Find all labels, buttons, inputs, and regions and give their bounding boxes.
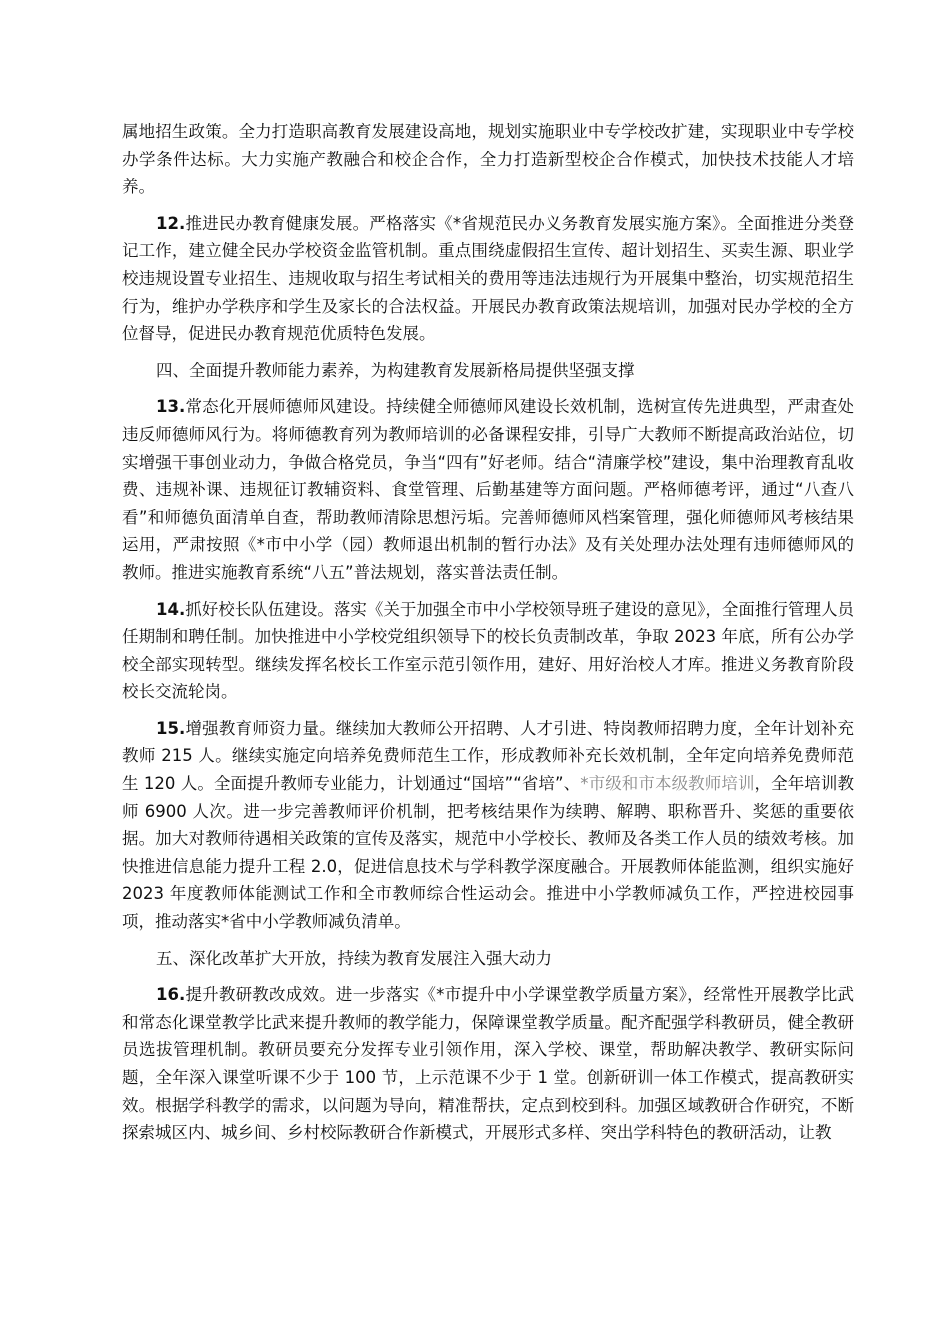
item-number: 16. [156,985,186,1005]
paragraph-item-13 [122,393,854,586]
item-number: 14. [156,599,186,619]
item-text: 推进民办教育健康发展。严格落实《*省规范民办义务教育发展实施方案》。全面推进分类登记工作，建立健全民办学校资金监管机制。重点围绕虚假招生宣传、超计划招生、买卖生源、职业学校违规设置专业招生、违规收取与招生考试相关的费用等违法违规行为开展集中整治，切实规范招生行为，维护办学秩序和学生及家长的合法权益。开展民办教育政策法规培训，加强对民办学校的全方位督导，促进民办教育规范优质特色发展。 [122,213,854,344]
item-number: 13. [156,397,186,417]
item-number: 15. [156,718,186,738]
paragraph-item-14 [122,596,854,706]
section-heading-5: 五、深化改革扩大开放，持续为教育发展注入强大动力 [156,948,552,968]
paragraph-item-12 [122,210,854,348]
item-text: ，全年培训教师 6900 人次。进一步完善教师评价机制，把考核结果作为续聘、解聘、职称晋升、奖惩的重要依据。加大对教师待遇相关政策的宣传及落实，规范中小学校长、教师及各类工作人员的绩效考核。加快推进信息能力提升工程 2.0，促进信息技术与学科教学深度融合。开展教师体能监测，组织实施好 2023 年度教师体能测试工作和全市教师综合性运动会。推进中小学教师减负工作，严控进校园事项，推动落实*省中小学教师减负清单。 [122,774,854,932]
item-text: 增强教育师资力量。继续加大教师公开招聘、人才引进、特岗教师招聘力度，全年计划补充教师 215 人。继续实施定向培养免费师范生工作，形成教师补充长效机制，全年定向培养免费师范生 120 人。全面提升教师专业能力，计划通过“国培”“省培”、 [122,718,854,794]
item-text: 抓好校长队伍建设。落实《关于加强全市中小学校领导班子建设的意见》，全面推行管理人员任期制和聘任制。加快推进中小学校党组织领导下的校长负责制改革，争取 2023 年底，所有公办学校全部实现转型。继续发挥名校长工作室示范引领作用，建好、用好治校人才库。推进义务教育阶段校长交流轮岗。 [122,599,854,702]
item-number: 12. [156,213,186,233]
section-heading-4: 四、全面提升教师能力素养，为构建教育发展新格局提供坚强支撑 [156,360,635,380]
paragraph-item-16 [122,981,854,1147]
paragraph-item-15 [122,715,854,936]
item-text: 常态化开展师德师风建设。持续健全师德师风建设长效机制，选树宣传先进典型，严肃查处违反师德师风行为。将师德教育列为教师培训的必备课程安排，引导广大教师不断提高政治站位，切实增强干事创业动力，争做合格党员，争当“四有”好老师。结合“清廉学校”建设，集中治理教育乱收费、违规补课、违规征订教辅资料、食堂管理、后勤基建等方面问题。严格师德考评，通过“八查八看”和师德负面清单自查，帮助教师清除思想污垢。完善师德师风档案管理，强化师德师风考核结果运用，严肃按照《*市中小学（园）教师退出机制的暂行办法》及有关处理办法处理有违师德师风的教师。推进实施教育系统“八五”普法规划，落实普法责任制。 [122,397,854,582]
item-text-muted: *市级和市本级教师培训 [580,774,755,794]
item-text: 提升教研教改成效。进一步落实《*市提升中小学课堂教学质量方案》，经常性开展教学比武和常态化课堂教学比武来提升教师的教学能力，保障课堂教学质量。配齐配强学科教研员，健全教研员选拔管理机制。教研员要充分发挥专业引领作用，深入学校、课堂，帮助解决教学、教研实际问题，全年深入课堂听课不少于 100 节，上示范课不少于 1 堂。创新研训一体工作模式，提高教研实效。根据学科教学的需求，以问题为导向，精准帮扶，定点到校到科。加强区域教研合作研究，不断探索城区内、城乡间、乡村校际教研合作新模式，开展形式多样、突出学科特色的教研活动，让教 [122,985,854,1143]
paragraph-continuation: 属地招生政策。全力打造职高教育发展建设高地，规划实施职业中专学校改扩建，实现职业中专学校办学条件达标。大力实施产教融合和校企合作，全力打造新型校企合作模式，加快技术技能人才培养。 [122,122,854,197]
